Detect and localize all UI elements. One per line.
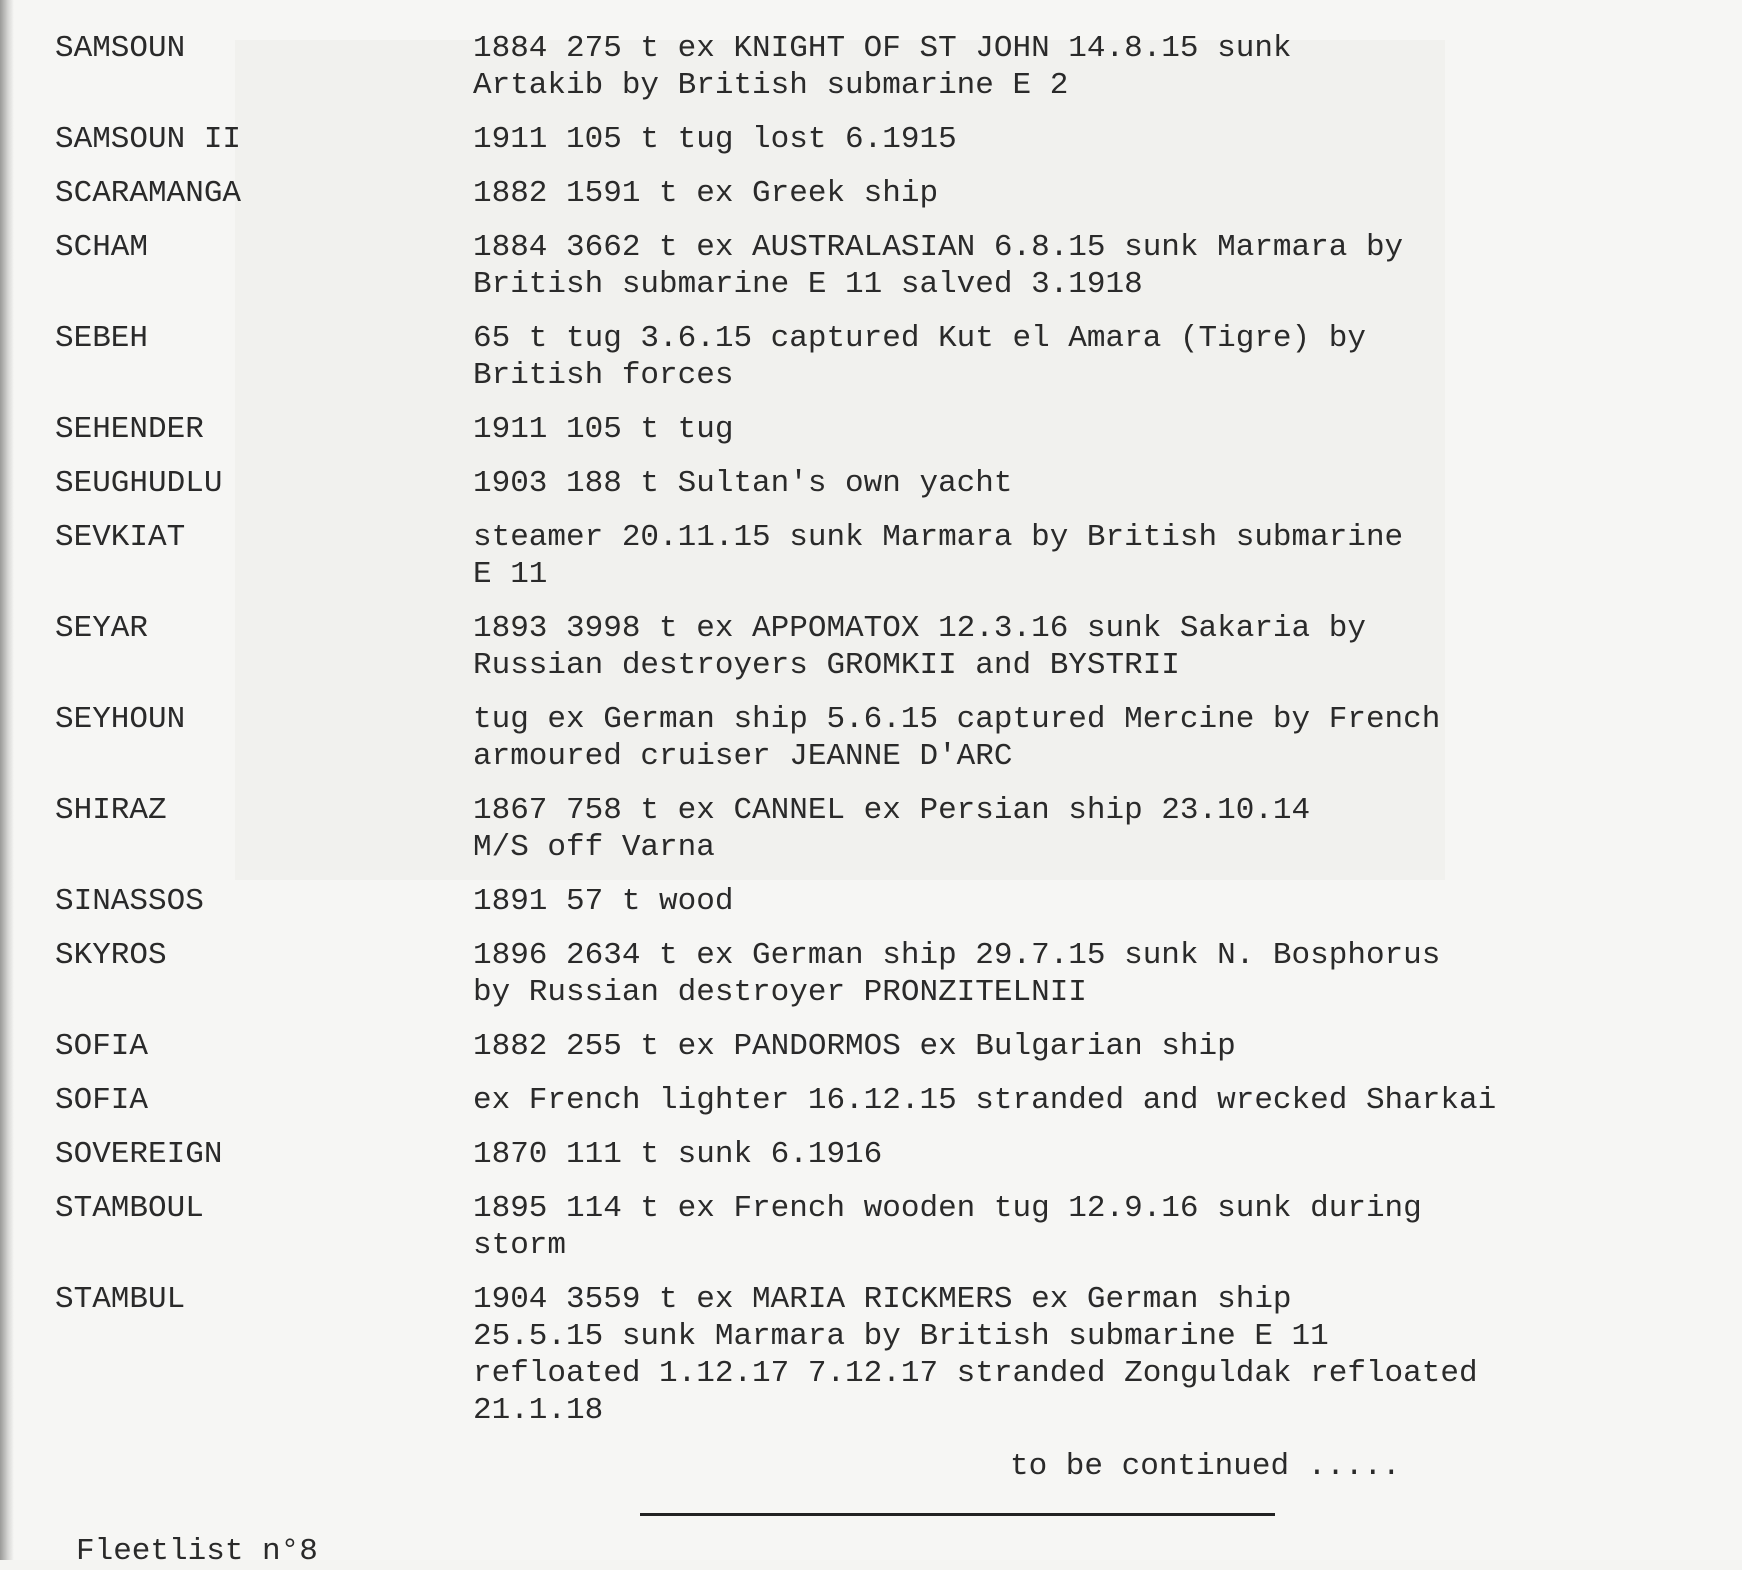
ship-details: ex French lighter 16.12.15 stranded and wrecked Sharkai [473, 1083, 1497, 1118]
ship-entry [55, 30, 1715, 104]
ship-entry [55, 610, 1715, 684]
ship-name: SKYROS [55, 938, 167, 973]
ship-details: tug ex German ship 5.6.15 captured Mercine by French armoured cruiser JEANNE D'ARC [473, 702, 1441, 774]
ship-name: SEBEH [55, 321, 149, 356]
ship-details: 65 t tug 3.6.15 captured Kut el Amara (Tigre) by British forces [473, 321, 1366, 393]
ship-name: SINASSOS [55, 884, 204, 919]
ship-details: 1870 111 t sunk 6.1916 [473, 1137, 883, 1172]
ship-details: 1911 105 t tug lost 6.1915 [473, 122, 957, 157]
ship-name: SCHAM [55, 230, 149, 265]
ship-entry [55, 937, 1715, 1011]
ship-details: 1911 105 t tug [473, 412, 734, 447]
ship-details: 1903 188 t Sultan's own yacht [473, 466, 1013, 501]
ship-details: 1867 758 t ex CANNEL ex Persian ship 23.10.14 M/S off Varna [473, 793, 1311, 865]
ship-name: SAMSOUN II [55, 122, 242, 157]
ship-name: STAMBUL [55, 1282, 186, 1317]
ship-details: steamer 20.11.15 sunk Marmara by British submarine E 11 [473, 520, 1404, 592]
ship-name: SAMSOUN [55, 31, 186, 66]
ship-details: 1904 3559 t ex MARIA RICKMERS ex German ship 25.5.15 sunk Marmara by British submarine E 11 refloated 1.12.17 7.12.17 stranded Zonguldak refloated 21.1.18 [473, 1282, 1478, 1428]
ship-entry [55, 1136, 1715, 1173]
ship-name: SEUGHUDLU [55, 466, 223, 501]
ship-name: SOFIA [55, 1083, 149, 1118]
ship-entry [55, 1082, 1715, 1119]
ship-details: 1893 3998 t ex APPOMATOX 12.3.16 sunk Sakaria by Russian destroyers GROMKII and BYSTRII [473, 611, 1366, 683]
ship-details: 1884 275 t ex KNIGHT OF ST JOHN 14.8.15 sunk Artakib by British submarine E 2 [473, 31, 1292, 103]
ship-name: SEVKIAT [55, 520, 186, 555]
ship-name: STAMBOUL [55, 1191, 204, 1226]
ship-entry [55, 1190, 1715, 1264]
ship-details: 1895 114 t ex French wooden tug 12.9.16 sunk during storm [473, 1191, 1422, 1263]
ship-entry [55, 121, 1715, 158]
ship-details: 1882 1591 t ex Greek ship [473, 176, 939, 211]
ship-entry [55, 465, 1715, 502]
footer-label: Fleetlist n°8 [76, 1534, 318, 1569]
ship-entry [55, 1281, 1715, 1429]
ship-name: SEYHOUN [55, 702, 186, 737]
ship-entry [55, 175, 1715, 212]
ship-entry [55, 701, 1715, 775]
ship-name: SEHENDER [55, 412, 204, 447]
ship-entry [55, 792, 1715, 866]
ship-entry-list [55, 30, 1715, 1446]
ship-entry [55, 411, 1715, 448]
page-edge-shadow [0, 0, 14, 1560]
ship-name: SOVEREIGN [55, 1137, 223, 1172]
ship-entry [55, 1028, 1715, 1065]
ship-entry [55, 229, 1715, 303]
continued-note: to be continued ..... [1010, 1449, 1401, 1484]
footer-divider [640, 1513, 1275, 1516]
ship-name: SEYAR [55, 611, 149, 646]
ship-details: 1896 2634 t ex German ship 29.7.15 sunk N. Bosphorus by Russian destroyer PRONZITELNII [473, 938, 1441, 1010]
ship-details: 1882 255 t ex PANDORMOS ex Bulgarian ship [473, 1029, 1236, 1064]
ship-name: SHIRAZ [55, 793, 167, 828]
ship-details: 1891 57 t wood [473, 884, 734, 919]
ship-entry [55, 519, 1715, 593]
ship-entry [55, 320, 1715, 394]
ship-details: 1884 3662 t ex AUSTRALASIAN 6.8.15 sunk Marmara by British submarine E 11 salved 3.1918 [473, 230, 1404, 302]
ship-name: SCARAMANGA [55, 176, 242, 211]
ship-entry [55, 883, 1715, 920]
ship-name: SOFIA [55, 1029, 149, 1064]
